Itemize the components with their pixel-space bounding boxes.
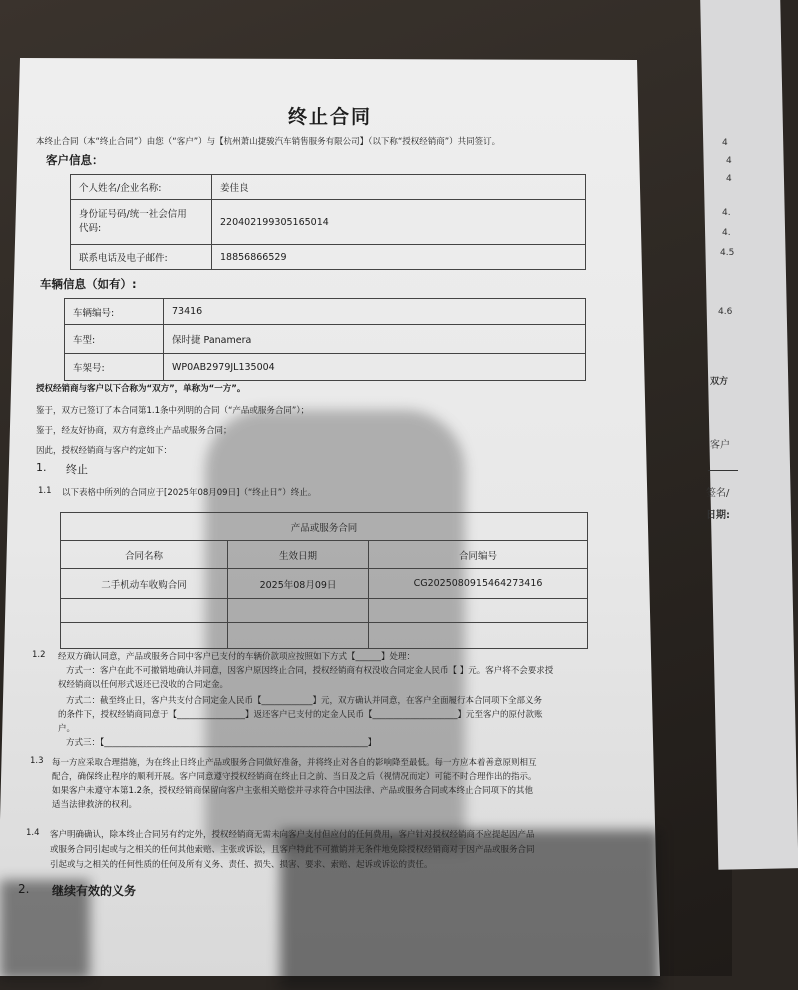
customer-label: 联系电话及电子邮件: bbox=[70, 244, 212, 270]
clause-1-4-number: 1.4 bbox=[26, 828, 40, 838]
contract-cell bbox=[227, 622, 369, 649]
whereas-1: 鉴于，双方已签订了本合同第1.1条中列明的合同（“产品或服务合同”）； bbox=[36, 406, 310, 416]
clause-1-2-line: 权经销商以任何形式返还已没收的合同定金。 bbox=[58, 680, 229, 690]
contract-cell bbox=[60, 598, 228, 623]
vehicle-label: 车架号: bbox=[64, 353, 164, 381]
side-text: 4 bbox=[726, 156, 732, 166]
contract-cell bbox=[368, 622, 588, 649]
clause-1-4-line: 引起或与之相关的任何性质的任何及所有义务、责任、损失、损害、要求、索赔、起诉或诉讼的责任。 bbox=[50, 860, 433, 870]
side-text: 客户 bbox=[710, 440, 730, 451]
side-text: 双方 bbox=[710, 377, 729, 387]
customer-value: 18856866529 bbox=[211, 244, 586, 270]
vehicle-section-title: 车辆信息（如有）: bbox=[40, 277, 137, 291]
party-definition: 授权经销商与客户以下合称为“双方”，单称为“一方”。 bbox=[36, 384, 246, 394]
whereas-2: 鉴于，经友好协商，双方有意终止产品或服务合同； bbox=[36, 426, 232, 436]
clause-1-4-line: 客户明确确认，除本终止合同另有约定外，授权经销商无需未向客户支付但应付的任何费用，客户针对授权经销商不应提起因产品 bbox=[50, 830, 535, 840]
contract-cell bbox=[227, 598, 369, 623]
contract-cell bbox=[368, 598, 588, 623]
clause-1-4-line: 或服务合同引起或与之相关的任何其他索赔、主张或诉讼，且客户特此不可撤销并无条件地免除授权经销商对于因产品或服务合同 bbox=[50, 845, 535, 855]
contract-cell: 二手机动车收购合同 bbox=[60, 568, 228, 599]
clause-1-2-line: 方式二：截至终止日，客户共支付合同定金人民币【____________】元，双方确认并同意，在客户全面履行本合同项下全部义务 bbox=[66, 696, 543, 706]
vehicle-label: 车辆编号: bbox=[64, 298, 164, 325]
clause-1-2-number: 1.2 bbox=[32, 650, 46, 660]
side-text: 4. bbox=[722, 228, 731, 238]
customer-section-title: 客户信息： bbox=[46, 153, 104, 167]
side-text: 日期: bbox=[706, 510, 730, 521]
clause-1-2-line: 经双方确认同意，产品或服务合同中客户已支付的车辆价款项应按照如下方式【______】处理： bbox=[58, 652, 416, 662]
contract-cell: 2025年08月09日 bbox=[227, 568, 369, 599]
contract-header: 生效日期 bbox=[227, 540, 369, 569]
contract-cell: CG2025080915464273416 bbox=[368, 568, 588, 599]
customer-value: 姜佳良 bbox=[211, 174, 586, 200]
vehicle-value: WP0AB2979JL135004 bbox=[163, 353, 586, 381]
therefore: 因此，授权经销商与客户约定如下： bbox=[36, 446, 173, 456]
customer-label bbox=[70, 199, 212, 245]
customer-label-line: 代码: bbox=[79, 223, 102, 234]
vehicle-label: 车型: bbox=[64, 324, 164, 354]
contract-cell bbox=[60, 622, 228, 649]
clause-1-1-number: 1.1 bbox=[38, 486, 52, 496]
clause-1-2-line: 的条件下，授权经销商同意于【________________】返还客户已支付的定金人民币【____________________】元至客户的原付款账 bbox=[58, 710, 543, 720]
clause-1-2-line: 方式三：【______________________________________________________________】 bbox=[66, 738, 377, 748]
clause-1-2-line: 户。 bbox=[58, 724, 76, 734]
vehicle-value: 73416 bbox=[163, 298, 586, 325]
clause-1-3-line: 每一方应采取合理措施，为在终止日终止产品或服务合同做好准备，并将终止对各自的影响降至最低。每一方应本着善意原则相互 bbox=[52, 758, 537, 768]
side-text: 4.6 bbox=[718, 307, 733, 317]
intro-text: 本终止合同（本“终止合同”）由您（“客户”）与【杭州萧山捷骏汽车销售服务有限公司】（以下称“授权经销商”）共同签订。 bbox=[36, 137, 501, 147]
clause-1-1-text: 以下表格中所列的合同应于[2025年08月09日]（“终止日”）终止。 bbox=[62, 488, 317, 498]
contract-table-caption: 产品或服务合同 bbox=[60, 512, 588, 541]
section-2-title: 继续有效的义务 bbox=[52, 884, 137, 898]
clause-1-3-line: 适当法律救济的权利。 bbox=[52, 800, 138, 810]
clause-1-3-number: 1.3 bbox=[30, 756, 44, 766]
side-text: 签名/ bbox=[706, 488, 730, 499]
vehicle-value: 保时捷 Panamera bbox=[163, 324, 586, 354]
customer-label: 个人姓名/企业名称: bbox=[70, 174, 212, 200]
side-text: 4 bbox=[726, 174, 732, 184]
side-text: 4 bbox=[722, 138, 728, 148]
clause-1-3-line: 如果客户未遵守本第1.2条，授权经销商保留向客户主张相关赔偿并寻求符合中国法律、产品或服务合同或本终止合同项下的其他 bbox=[52, 786, 534, 796]
side-text: 4. bbox=[722, 208, 731, 218]
customer-label-line: 身份证号码/统一社会信用 bbox=[79, 209, 187, 220]
side-text: 4.5 bbox=[720, 248, 735, 258]
section-1-title: 终止 bbox=[66, 463, 88, 476]
section-1-number: 1. bbox=[36, 461, 47, 474]
contract-header: 合同名称 bbox=[60, 540, 228, 569]
page-title: 终止合同 bbox=[288, 106, 373, 128]
signature-line bbox=[708, 470, 738, 471]
customer-value: 220402199305165014 bbox=[211, 199, 586, 245]
clause-1-2-line: 方式一：客户在此不可撤销地确认并同意，因客户原因终止合同，授权经销商有权没收合同定金人民币【 】元。客户将不会要求授 bbox=[66, 666, 554, 676]
contract-header: 合同编号 bbox=[368, 540, 588, 569]
section-2-number: 2. bbox=[18, 882, 30, 896]
clause-1-3-line: 配合，确保终止程序的顺利开展。客户同意遵守授权经销商在终止日之前、当日及之后（视情况而定）可能不时合理作出的指示。 bbox=[52, 772, 537, 782]
